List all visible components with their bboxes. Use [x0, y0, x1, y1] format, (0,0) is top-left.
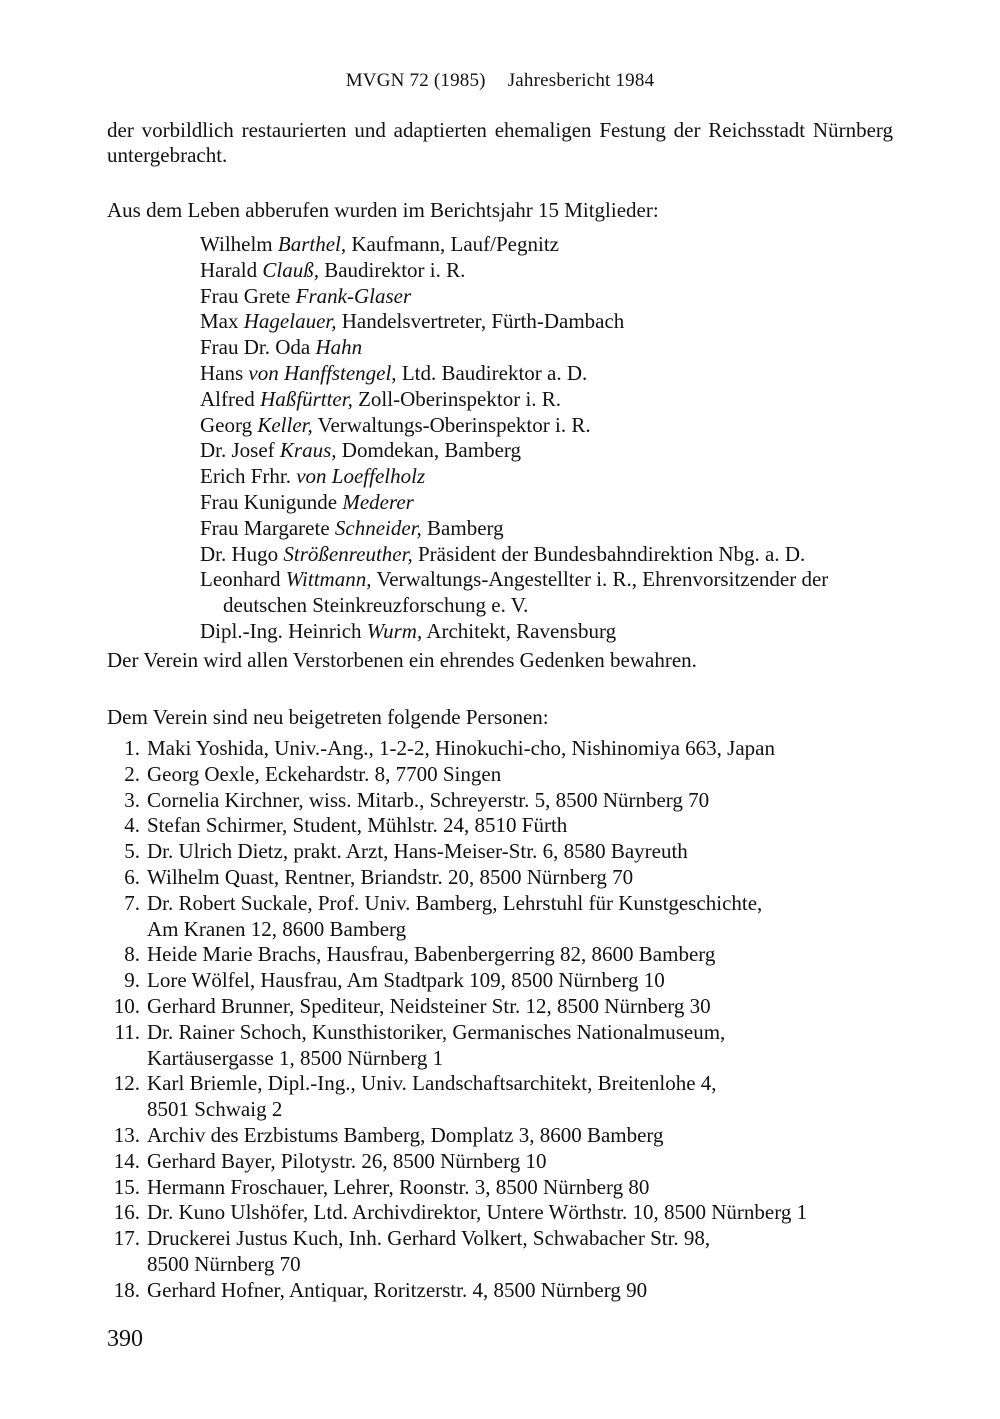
- entry-number: 2.: [124, 761, 140, 786]
- entry-number: 17.: [113, 1226, 140, 1251]
- deceased-surname: von Hanffstengel,: [248, 360, 397, 385]
- deceased-given: Frau Grete: [200, 283, 296, 308]
- deceased-surname: Hagelauer,: [243, 309, 337, 334]
- deceased-entry: [200, 361, 910, 387]
- entry-text: Maki Yoshida, Univ.-Ang., 1-2-2, Hinokuchi-cho, Nishinomiya 663, Japan: [147, 736, 776, 760]
- new-member-entry: [107, 1175, 907, 1201]
- deceased-details: Präsident der Bundesbahndirektion Nbg. a. D.: [412, 541, 806, 566]
- entry-number: 16.: [113, 1200, 140, 1225]
- entry-text: Georg Oexle, Eckehardstr. 8, 7700 Singen: [147, 761, 502, 786]
- new-member-entry: [107, 1123, 907, 1149]
- deceased-given: Harald: [200, 257, 263, 282]
- entry-text-cont: Am Kranen 12, 8600 Bamberg: [147, 916, 407, 941]
- entry-text: Gerhard Brunner, Spediteur, Neidsteiner Str. 12, 8500 Nürnberg 30: [147, 993, 711, 1018]
- deceased-entry: [200, 438, 910, 464]
- deceased-entry: [200, 490, 910, 516]
- entry-text: Gerhard Bayer, Pilotystr. 26, 8500 Nürnberg 10: [147, 1148, 547, 1173]
- deceased-surname: Frank-Glaser: [295, 283, 412, 308]
- header-journal: MVGN 72 (1985): [345, 70, 486, 91]
- deceased-details-cont: deutschen Steinkreuzforschung e. V.: [223, 593, 529, 618]
- new-member-entry: [107, 865, 907, 891]
- deceased-entry: [200, 284, 910, 310]
- deceased-details: Verwaltungs-Angestellter i. R., Ehrenvorsitzender der: [371, 567, 829, 592]
- entry-text-cont: Kartäusergasse 1, 8500 Nürnberg 1: [147, 1045, 444, 1070]
- new-members-list: [107, 736, 907, 1304]
- deceased-surname: Hahn: [315, 335, 363, 360]
- entry-text: Wilhelm Quast, Rentner, Briandstr. 20, 8500 Nürnberg 70: [147, 864, 634, 889]
- deceased-surname: Wittmann,: [285, 567, 372, 592]
- entry-text: Dr. Kuno Ulshöfer, Ltd. Archivdirektor, Untere Wörthstr. 10, 8500 Nürnberg 1: [147, 1200, 808, 1225]
- deceased-details: Bamberg: [421, 515, 504, 540]
- deceased-given: Alfred: [200, 386, 261, 411]
- entry-number: 14.: [113, 1148, 140, 1173]
- entry-number: 6.: [124, 864, 140, 889]
- deceased-details: Ltd. Baudirektor a. D.: [396, 360, 588, 385]
- entry-number: 10.: [113, 993, 140, 1018]
- entry-number: 4.: [124, 813, 140, 838]
- deceased-given: Dr. Hugo: [200, 541, 284, 566]
- new-member-entry: [107, 736, 907, 762]
- deceased-entry: [200, 309, 910, 335]
- new-member-entry: [107, 788, 907, 814]
- deceased-surname: Haßfürtter,: [260, 386, 353, 411]
- memorial-text: Der Verein wird allen Verstorbenen ein ehrendes Gedenken bewahren.: [107, 648, 697, 672]
- new-member-entry: [107, 994, 907, 1020]
- deceased-details: Verwaltungs-Oberinspektor i. R.: [312, 412, 591, 437]
- deceased-details: Architekt, Ravensburg: [422, 618, 617, 643]
- entry-text-cont: 8500 Nürnberg 70: [147, 1251, 301, 1276]
- new-member-entry: [107, 1200, 907, 1226]
- deceased-intro: Aus dem Leben abberufen wurden im Berichtsjahr 15 Mitglieder:: [107, 198, 659, 222]
- entry-text: Druckerei Justus Kuch, Inh. Gerhard Volkert, Schwabacher Str. 98,: [147, 1226, 711, 1251]
- deceased-given: Frau Margarete: [200, 515, 335, 540]
- new-member-entry: [107, 839, 907, 865]
- entry-text: Hermann Froschauer, Lehrer, Roonstr. 3, 8500 Nürnberg 80: [147, 1174, 650, 1199]
- deceased-entry: [200, 567, 910, 619]
- entry-number: 5.: [124, 839, 140, 864]
- entry-number: 8.: [124, 942, 140, 967]
- deceased-entry: [200, 516, 910, 542]
- entry-text: Cornelia Kirchner, wiss. Mitarb., Schreyerstr. 5, 8500 Nürnberg 70: [147, 787, 710, 812]
- new-member-entry: [107, 891, 907, 943]
- deceased-details: Handelsvertreter, Fürth-Dambach: [336, 309, 625, 334]
- deceased-given: Frau Kunigunde: [200, 489, 343, 514]
- new-member-entry: [107, 942, 907, 968]
- deceased-entry: [200, 258, 910, 284]
- deceased-surname: Keller,: [257, 412, 313, 437]
- entry-text: Heide Marie Brachs, Hausfrau, Babenbergerring 82, 8600 Bamberg: [147, 942, 716, 967]
- entry-number: 1.: [124, 736, 140, 760]
- deceased-entry: [200, 413, 910, 439]
- new-member-entry: [107, 1020, 907, 1072]
- entry-number: 13.: [113, 1122, 140, 1147]
- deceased-given: Hans: [200, 360, 249, 385]
- deceased-surname: von Loeffelholz: [296, 464, 426, 489]
- entry-number: 7.: [124, 890, 140, 915]
- entry-text: Lore Wölfel, Hausfrau, Am Stadtpark 109, 8500 Nürnberg 10: [147, 968, 665, 993]
- deceased-given: Georg: [200, 412, 258, 437]
- new-member-entry: [107, 813, 907, 839]
- deceased-surname: Strößenreuther,: [283, 541, 413, 566]
- new-member-entry: [107, 1278, 907, 1304]
- deceased-surname: Schneider,: [334, 515, 422, 540]
- deceased-surname: Wurm,: [366, 618, 423, 643]
- entry-text-cont: 8501 Schwaig 2: [147, 1097, 283, 1122]
- deceased-given: Dipl.-Ing. Heinrich: [200, 618, 367, 643]
- deceased-given: Wilhelm: [200, 232, 278, 256]
- deceased-entry: [200, 464, 910, 490]
- entry-text: Dr. Ulrich Dietz, prakt. Arzt, Hans-Meiser-Str. 6, 8580 Bayreuth: [147, 839, 688, 864]
- deceased-given: Erich Frhr.: [200, 464, 297, 489]
- entry-text: Dr. Robert Suckale, Prof. Univ. Bamberg, Lehrstuhl für Kunstgeschichte,: [147, 890, 763, 915]
- deceased-surname: Mederer: [342, 489, 414, 514]
- deceased-given: Frau Dr. Oda: [200, 335, 316, 360]
- deceased-entry: [200, 387, 910, 413]
- deceased-details: Domdekan, Bamberg: [336, 438, 522, 463]
- deceased-entry: [200, 542, 910, 568]
- entry-number: 15.: [113, 1174, 140, 1199]
- new-member-entry: [107, 968, 907, 994]
- new-member-entry: [107, 1149, 907, 1175]
- running-header: [0, 70, 1000, 92]
- entry-text: Dr. Rainer Schoch, Kunsthistoriker, Germanisches Nationalmuseum,: [147, 1019, 726, 1044]
- deceased-entry: [200, 619, 910, 645]
- new-member-entry: [107, 1071, 907, 1123]
- deceased-given: Leonhard: [200, 567, 286, 592]
- deceased-given: Max: [200, 309, 244, 334]
- entry-text: Karl Briemle, Dipl.-Ing., Univ. Landschaftsarchitekt, Breitenlohe 4,: [147, 1071, 717, 1096]
- entry-number: 11.: [114, 1019, 140, 1044]
- entry-number: 18.: [113, 1277, 140, 1302]
- new-member-entry: [107, 1226, 907, 1278]
- entry-number: 3.: [124, 787, 140, 812]
- deceased-surname: Barthel,: [277, 232, 347, 256]
- deceased-details: Zoll-Oberinspektor i. R.: [352, 386, 562, 411]
- deceased-given: Dr. Josef: [200, 438, 280, 463]
- entry-number: 12.: [113, 1071, 140, 1096]
- deceased-details: Kaufmann, Lauf/Pegnitz: [346, 232, 559, 256]
- new-members-intro: Dem Verein sind neu beigetreten folgende Personen:: [107, 705, 549, 729]
- entry-text: Gerhard Hofner, Antiquar, Roritzerstr. 4, 8500 Nürnberg 90: [147, 1277, 648, 1302]
- entry-text: Stefan Schirmer, Student, Mühlstr. 24, 8510 Fürth: [147, 813, 568, 838]
- deceased-entry: [200, 335, 910, 361]
- deceased-surname: Kraus,: [279, 438, 337, 463]
- intro-paragraph: der vorbildlich restaurierten und adaptierten ehemaligen Festung der Reichsstadt Nürnberg untergebracht.: [107, 118, 893, 167]
- header-section: Jahresbericht 1984: [507, 70, 655, 91]
- deceased-details: Baudirektor i. R.: [318, 257, 466, 282]
- entry-text: Archiv des Erzbistums Bamberg, Domplatz 3, 8600 Bamberg: [147, 1122, 664, 1147]
- deceased-entry: [200, 232, 910, 258]
- entry-number: 9.: [124, 968, 140, 993]
- page-number: 390: [107, 1326, 143, 1352]
- deceased-surname: Clauß,: [262, 257, 319, 282]
- new-member-entry: [107, 762, 907, 788]
- deceased-list: [200, 232, 910, 645]
